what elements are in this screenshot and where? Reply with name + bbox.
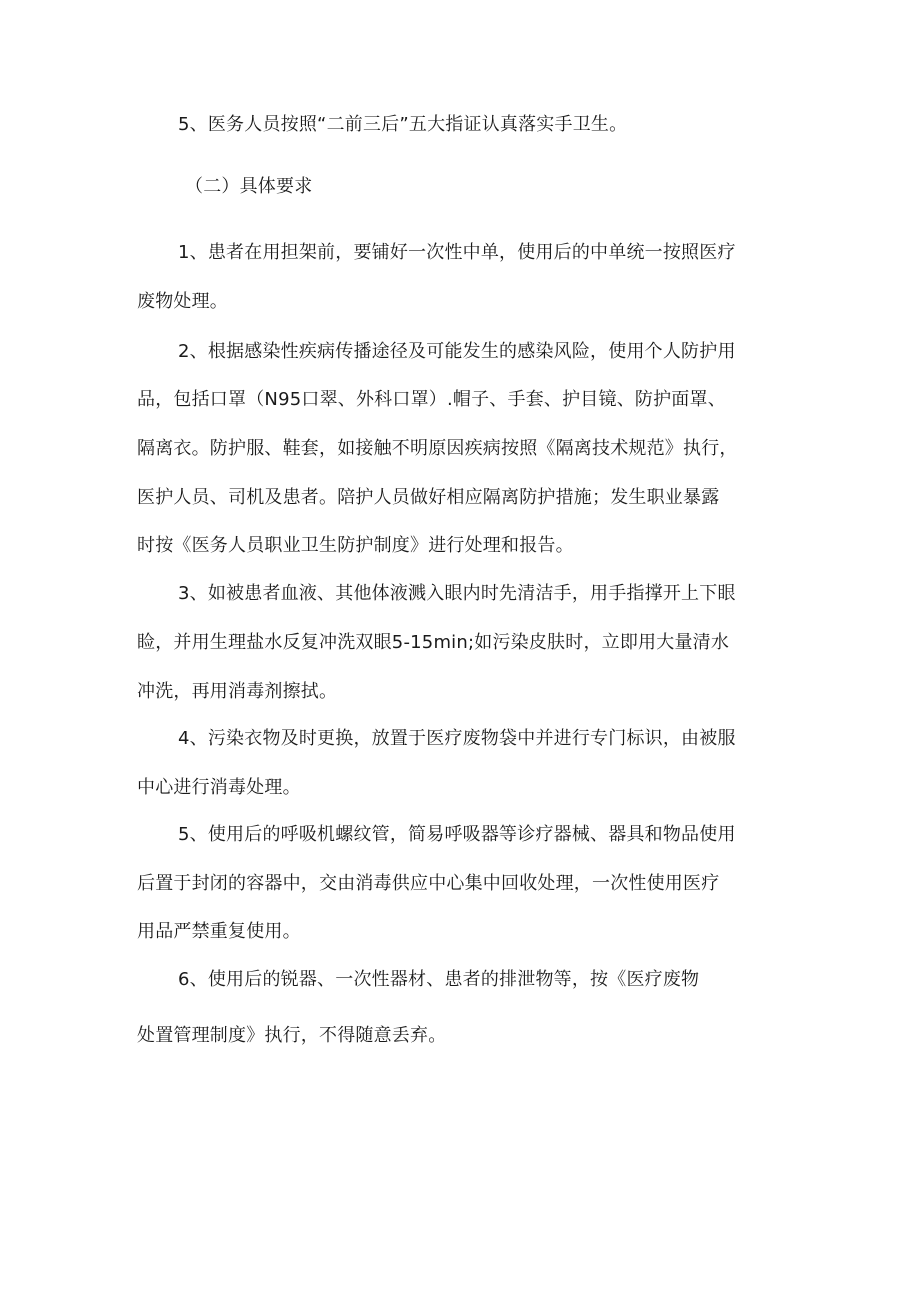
text-line: 隔离衣。防护服、鞋套，如接触不明原因疾病按照《隔离技术规范》执行， bbox=[137, 438, 738, 459]
text-line: 2、根据感染性疾病传播途径及可能发生的感染风险，使用个人防护用 bbox=[178, 341, 736, 362]
section-heading: （二）具体要求 bbox=[185, 176, 313, 197]
text-line: 废物处理。 bbox=[137, 291, 228, 312]
text-line: 睑，并用生理盐水反复冲洗双眼5-15min;如污染皮肤时，立即用大量清水 bbox=[137, 632, 730, 653]
text-line: 后置于封闭的容器中，交由消毒供应中心集中回收处理，一次性使用医疗 bbox=[137, 873, 720, 894]
text-line: 6、使用后的锐器、一次性器材、患者的排泄物等，按《医疗废物 bbox=[178, 969, 700, 990]
text-line: 品，包括口罩（N95口翠、外科口罩）.帽子、手套、护目镜、防护面罩、 bbox=[137, 389, 726, 410]
text-line: 医护人员、司机及患者。陪护人员做好相应隔离防护措施；发生职业暴露 bbox=[137, 487, 720, 508]
text-line: 中心进行消毒处理。 bbox=[137, 777, 301, 798]
text-line: 处置管理制度》执行，不得随意丢弃。 bbox=[137, 1025, 447, 1046]
text-line: 时按《医务人员职业卫生防护制度》进行处理和报告。 bbox=[137, 535, 574, 556]
text-line: 5、医务人员按照“二前三后”五大指证认真落实手卫生。 bbox=[178, 114, 628, 135]
text-line: 冲洗，再用消毒剂擦拭。 bbox=[137, 681, 338, 702]
text-line: 3、如被患者血液、其他体液溅入眼内时先清洁手，用手指撑开上下眼 bbox=[178, 583, 736, 604]
text-line: 用品严禁重复使用。 bbox=[137, 921, 301, 942]
text-line: 1、患者在用担架前，要铺好一次性中单，使用后的中单统一按照医疗 bbox=[178, 242, 736, 263]
text-line: 4、污染衣物及时更换，放置于医疗废物袋中并进行专门标识，由被服 bbox=[178, 728, 736, 749]
text-line: 5、使用后的呼吸机螺纹管，简易呼吸器等诊疗器械、器具和物品使用 bbox=[178, 824, 736, 845]
